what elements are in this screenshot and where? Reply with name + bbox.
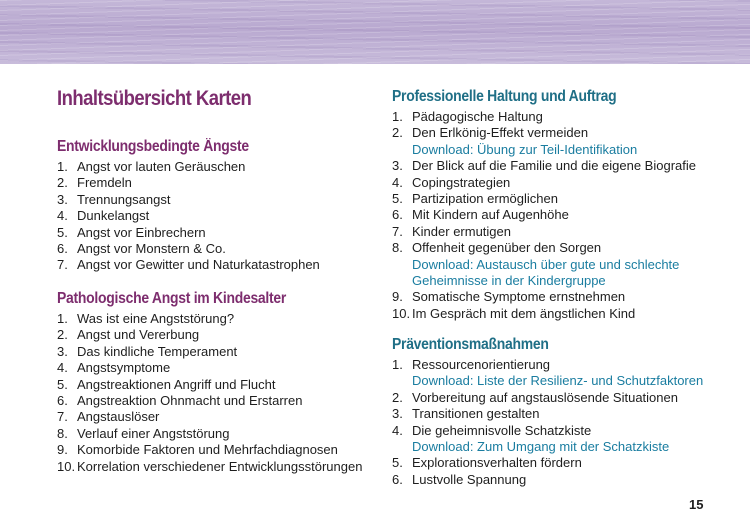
list-item bbox=[57, 459, 362, 475]
item-text: Angst vor lauten Geräuschen bbox=[77, 159, 246, 174]
item-text: Angstreaktion Ohnmacht und Erstarren bbox=[77, 393, 303, 409]
list-item bbox=[57, 175, 320, 191]
item-number: 6. bbox=[57, 241, 68, 257]
list-item bbox=[57, 344, 362, 360]
item-text: Der Blick auf die Familie und die eigene Biografie bbox=[412, 158, 696, 174]
list-haltung bbox=[392, 109, 696, 322]
item-number: 7. bbox=[57, 257, 68, 273]
item-text: Lustvolle Spannung bbox=[412, 471, 527, 487]
list-item bbox=[392, 455, 703, 471]
list-item bbox=[57, 311, 362, 327]
item-number: 4. bbox=[392, 422, 403, 438]
page-title: Inhaltsübersicht Karten bbox=[57, 87, 252, 110]
list-item bbox=[392, 357, 703, 390]
item-text: Dunkelangst bbox=[77, 208, 150, 224]
list-item bbox=[392, 158, 696, 174]
item-number: 7. bbox=[392, 223, 403, 239]
list-item bbox=[392, 406, 703, 422]
item-number: 1. bbox=[57, 159, 68, 174]
item-number: 5. bbox=[57, 376, 68, 392]
header-banner bbox=[0, 0, 750, 64]
item-text: Fremdeln bbox=[77, 175, 132, 191]
list-item bbox=[57, 257, 320, 273]
list-item bbox=[392, 175, 696, 191]
item-text: Das kindliche Temperament bbox=[77, 343, 238, 359]
item-number: 3. bbox=[57, 191, 68, 207]
list-item bbox=[57, 159, 320, 175]
list-item bbox=[392, 289, 696, 305]
list-item bbox=[392, 472, 703, 488]
item-text: Was ist eine Angststörung? bbox=[77, 311, 235, 326]
item-text: Explorationsverhalten fördern bbox=[412, 455, 582, 471]
download-link[interactable]: Download: Übung zur Teil-Identifikation bbox=[412, 141, 638, 157]
list-praevention bbox=[392, 357, 703, 488]
item-number: 6. bbox=[392, 471, 403, 487]
item-text: Komorbide Faktoren und Mehrfachdiagnosen bbox=[77, 442, 338, 458]
item-number: 1. bbox=[392, 109, 403, 124]
download-link[interactable]: Download: Austausch über gute und schlechte bbox=[412, 256, 680, 272]
item-text: Pädagogische Haltung bbox=[412, 109, 543, 124]
item-number: 10. bbox=[57, 458, 76, 474]
item-number: 4. bbox=[57, 360, 68, 376]
item-number: 6. bbox=[392, 207, 403, 223]
list-item bbox=[392, 306, 696, 322]
item-number: 2. bbox=[392, 389, 403, 405]
download-link[interactable]: Download: Liste der Resilienz- und Schutzfaktoren bbox=[412, 373, 704, 389]
item-text: Angst vor Gewitter und Naturkatastrophen bbox=[77, 257, 320, 273]
list-item bbox=[392, 125, 696, 158]
list-item bbox=[57, 442, 362, 458]
item-number: 10. bbox=[392, 305, 411, 321]
list-item bbox=[57, 327, 362, 343]
section-title-praevention: Präventionsmaßnahmen bbox=[392, 336, 549, 353]
item-number: 5. bbox=[392, 455, 403, 471]
list-item bbox=[392, 207, 696, 223]
item-text: Somatische Symptome ernstnehmen bbox=[412, 289, 626, 305]
list-item bbox=[392, 109, 696, 125]
list-item bbox=[57, 360, 362, 376]
item-text: Offenheit gegenüber den Sorgen bbox=[412, 240, 602, 256]
item-text: Die geheimnisvolle Schatzkiste bbox=[412, 422, 592, 438]
item-number: 8. bbox=[57, 425, 68, 441]
section-title-pathologisch: Pathologische Angst im Kindesalter bbox=[57, 290, 287, 307]
page-number: 15 bbox=[689, 497, 704, 512]
item-text: Korrelation verschiedener Entwicklungsstörungen bbox=[77, 458, 363, 474]
item-number: 6. bbox=[57, 393, 68, 409]
list-item bbox=[57, 225, 320, 241]
item-text: Transitionen gestalten bbox=[412, 406, 540, 422]
list-item bbox=[392, 390, 703, 406]
item-number: 5. bbox=[57, 224, 68, 240]
list-item bbox=[392, 240, 696, 289]
item-text: Angstauslöser bbox=[77, 409, 160, 425]
item-number: 7. bbox=[57, 409, 68, 425]
section-title-haltung: Professionelle Haltung und Auftrag bbox=[392, 88, 617, 105]
item-number: 9. bbox=[392, 289, 403, 305]
item-number: 2. bbox=[392, 125, 403, 141]
item-text: Angst vor Einbrechern bbox=[77, 224, 206, 240]
list-item bbox=[392, 423, 703, 456]
item-text: Partizipation ermöglichen bbox=[412, 191, 558, 207]
item-number: 8. bbox=[392, 240, 403, 256]
item-text: Copingstrategien bbox=[412, 174, 511, 190]
list-item bbox=[57, 426, 362, 442]
item-number: 1. bbox=[392, 357, 403, 372]
item-text: Angst und Vererbung bbox=[77, 327, 200, 343]
download-link[interactable]: Download: Zum Umgang mit der Schatzkiste bbox=[412, 439, 670, 455]
item-number: 3. bbox=[392, 406, 403, 422]
item-number: 3. bbox=[392, 158, 403, 174]
item-text: Kinder ermutigen bbox=[412, 223, 511, 239]
item-text: Den Erlkönig-Effekt vermeiden bbox=[412, 125, 589, 141]
item-number: 3. bbox=[57, 343, 68, 359]
item-number: 4. bbox=[392, 174, 403, 190]
list-item bbox=[57, 208, 320, 224]
item-text: Vorbereitung auf angstauslösende Situationen bbox=[412, 389, 678, 405]
item-number: 9. bbox=[57, 442, 68, 458]
download-link[interactable]: Geheimnisse in der Kindergruppe bbox=[412, 273, 606, 289]
list-item bbox=[392, 224, 696, 240]
item-number: 2. bbox=[57, 175, 68, 191]
list-item bbox=[57, 393, 362, 409]
item-text: Im Gespräch mit dem ängstlichen Kind bbox=[412, 305, 636, 321]
list-item bbox=[57, 377, 362, 393]
item-text: Angst vor Monstern & Co. bbox=[77, 241, 226, 257]
item-number: 5. bbox=[392, 191, 403, 207]
item-text: Verlauf einer Angststörung bbox=[77, 425, 230, 441]
item-text: Trennungsangst bbox=[77, 191, 171, 207]
list-item bbox=[57, 192, 320, 208]
item-number: 2. bbox=[57, 327, 68, 343]
list-pathologisch bbox=[57, 311, 362, 475]
item-text: Angstreaktionen Angriff und Flucht bbox=[77, 376, 276, 392]
item-number: 4. bbox=[57, 208, 68, 224]
item-text: Angstsymptome bbox=[77, 360, 171, 376]
list-item bbox=[57, 409, 362, 425]
item-text: Ressourcenorientierung bbox=[412, 357, 551, 372]
section-title-entwicklung: Entwicklungsbedingte Ängste bbox=[57, 138, 249, 155]
list-item bbox=[392, 191, 696, 207]
item-number: 1. bbox=[57, 311, 68, 326]
list-entwicklung bbox=[57, 159, 320, 274]
list-item bbox=[57, 241, 320, 257]
item-text: Mit Kindern auf Augenhöhe bbox=[412, 207, 569, 223]
